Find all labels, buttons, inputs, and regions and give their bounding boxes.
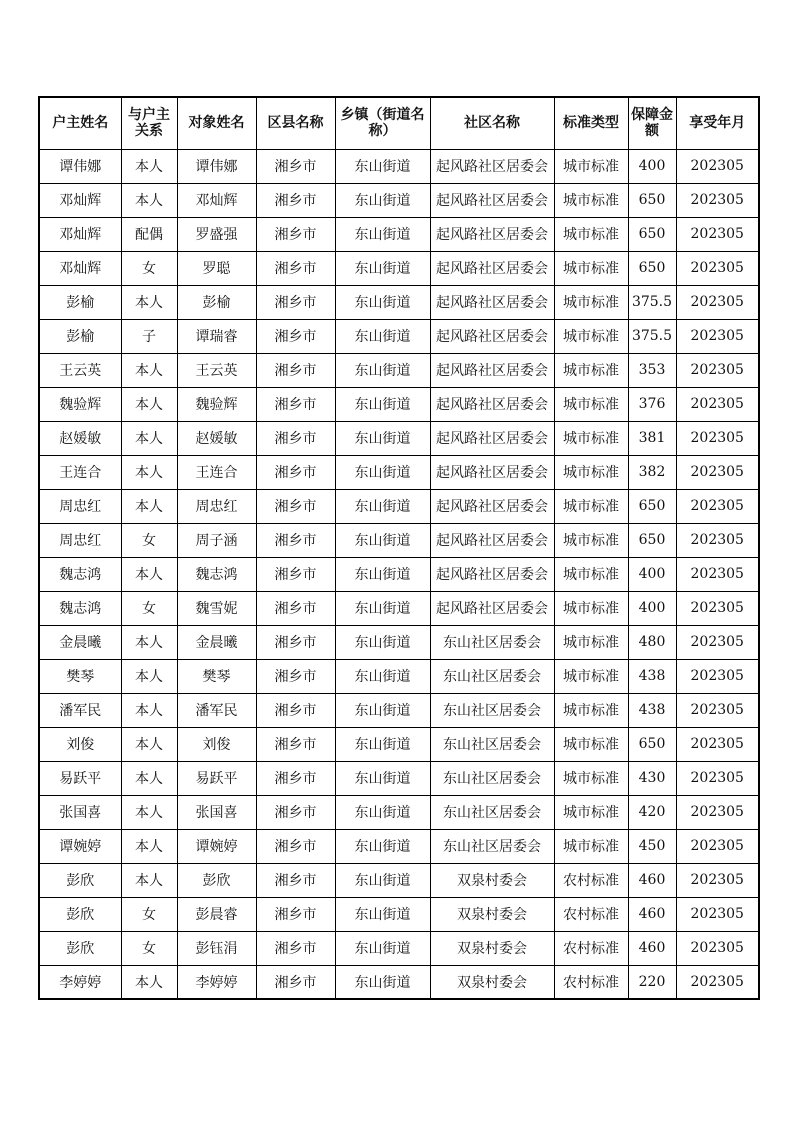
table-row <box>39 761 759 795</box>
standard-type-cell: 农村标准 <box>554 931 628 965</box>
standard-type-cell: 城市标准 <box>554 761 628 795</box>
table-row <box>39 591 759 625</box>
relation-cell: 本人 <box>121 625 177 659</box>
amount-cell: 382 <box>628 455 676 489</box>
community-cell: 东山社区居委会 <box>430 727 554 761</box>
relation-cell: 子 <box>121 319 177 353</box>
table-row <box>39 795 759 829</box>
township-cell: 东山街道 <box>335 319 430 353</box>
relation-cell: 本人 <box>121 455 177 489</box>
table-row <box>39 319 759 353</box>
relation-cell: 本人 <box>121 761 177 795</box>
month-cell: 202305 <box>676 489 759 523</box>
amount-cell: 650 <box>628 183 676 217</box>
header-township: 乡镇（街道名称） <box>335 97 430 149</box>
relation-cell: 本人 <box>121 659 177 693</box>
householder-name-cell: 谭婉婷 <box>39 829 121 863</box>
township-cell: 东山街道 <box>335 387 430 421</box>
table-row <box>39 149 759 183</box>
householder-name-cell: 周忠红 <box>39 489 121 523</box>
relation-cell: 女 <box>121 523 177 557</box>
month-cell: 202305 <box>676 217 759 251</box>
township-cell: 东山街道 <box>335 183 430 217</box>
township-cell: 东山街道 <box>335 149 430 183</box>
county-cell: 湘乡市 <box>256 217 335 251</box>
householder-name-cell: 金晨曦 <box>39 625 121 659</box>
header-standard-type: 标准类型 <box>554 97 628 149</box>
relation-cell: 本人 <box>121 387 177 421</box>
community-cell: 双泉村委会 <box>430 965 554 999</box>
table-row <box>39 523 759 557</box>
table-row <box>39 251 759 285</box>
amount-cell: 376 <box>628 387 676 421</box>
standard-type-cell: 城市标准 <box>554 285 628 319</box>
table-row <box>39 931 759 965</box>
community-cell: 起风路社区居委会 <box>430 353 554 387</box>
township-cell: 东山街道 <box>335 931 430 965</box>
community-cell: 起风路社区居委会 <box>430 387 554 421</box>
table-header-row <box>39 97 759 149</box>
amount-cell: 400 <box>628 149 676 183</box>
amount-cell: 375.5 <box>628 285 676 319</box>
community-cell: 东山社区居委会 <box>430 761 554 795</box>
recipient-name-cell: 彭钰涓 <box>177 931 256 965</box>
relation-cell: 本人 <box>121 863 177 897</box>
county-cell: 湘乡市 <box>256 183 335 217</box>
standard-type-cell: 城市标准 <box>554 319 628 353</box>
householder-name-cell: 樊琴 <box>39 659 121 693</box>
recipient-name-cell: 潘军民 <box>177 693 256 727</box>
table-row <box>39 183 759 217</box>
standard-type-cell: 城市标准 <box>554 251 628 285</box>
amount-cell: 460 <box>628 931 676 965</box>
county-cell: 湘乡市 <box>256 693 335 727</box>
householder-name-cell: 潘军民 <box>39 693 121 727</box>
county-cell: 湘乡市 <box>256 897 335 931</box>
relation-cell: 本人 <box>121 795 177 829</box>
recipient-name-cell: 刘俊 <box>177 727 256 761</box>
householder-name-cell: 彭欣 <box>39 931 121 965</box>
table-body <box>39 149 759 999</box>
community-cell: 东山社区居委会 <box>430 795 554 829</box>
county-cell: 湘乡市 <box>256 659 335 693</box>
table-row <box>39 965 759 999</box>
standard-type-cell: 城市标准 <box>554 727 628 761</box>
relation-cell: 本人 <box>121 421 177 455</box>
community-cell: 起风路社区居委会 <box>430 149 554 183</box>
amount-cell: 650 <box>628 217 676 251</box>
householder-name-cell: 邓灿辉 <box>39 217 121 251</box>
month-cell: 202305 <box>676 149 759 183</box>
community-cell: 起风路社区居委会 <box>430 319 554 353</box>
standard-type-cell: 城市标准 <box>554 523 628 557</box>
township-cell: 东山街道 <box>335 421 430 455</box>
standard-type-cell: 城市标准 <box>554 659 628 693</box>
relation-cell: 女 <box>121 931 177 965</box>
county-cell: 湘乡市 <box>256 285 335 319</box>
community-cell: 东山社区居委会 <box>430 659 554 693</box>
recipient-name-cell: 易跃平 <box>177 761 256 795</box>
community-cell: 双泉村委会 <box>430 863 554 897</box>
amount-cell: 400 <box>628 591 676 625</box>
householder-name-cell: 周忠红 <box>39 523 121 557</box>
amount-cell: 381 <box>628 421 676 455</box>
township-cell: 东山街道 <box>335 591 430 625</box>
householder-name-cell: 彭榆 <box>39 285 121 319</box>
householder-name-cell: 王连合 <box>39 455 121 489</box>
relation-cell: 女 <box>121 251 177 285</box>
community-cell: 东山社区居委会 <box>430 625 554 659</box>
county-cell: 湘乡市 <box>256 761 335 795</box>
householder-name-cell: 魏志鸿 <box>39 557 121 591</box>
householder-name-cell: 邓灿辉 <box>39 251 121 285</box>
county-cell: 湘乡市 <box>256 965 335 999</box>
community-cell: 起风路社区居委会 <box>430 421 554 455</box>
table-row <box>39 727 759 761</box>
month-cell: 202305 <box>676 727 759 761</box>
township-cell: 东山街道 <box>335 489 430 523</box>
amount-cell: 650 <box>628 523 676 557</box>
amount-cell: 650 <box>628 251 676 285</box>
county-cell: 湘乡市 <box>256 421 335 455</box>
standard-type-cell: 城市标准 <box>554 829 628 863</box>
township-cell: 东山街道 <box>335 795 430 829</box>
month-cell: 202305 <box>676 421 759 455</box>
relation-cell: 本人 <box>121 557 177 591</box>
community-cell: 起风路社区居委会 <box>430 251 554 285</box>
county-cell: 湘乡市 <box>256 149 335 183</box>
householder-name-cell: 赵媛敏 <box>39 421 121 455</box>
header-community: 社区名称 <box>430 97 554 149</box>
table-row <box>39 421 759 455</box>
recipient-name-cell: 罗聪 <box>177 251 256 285</box>
relation-cell: 本人 <box>121 693 177 727</box>
recipient-name-cell: 魏验辉 <box>177 387 256 421</box>
amount-cell: 450 <box>628 829 676 863</box>
community-cell: 起风路社区居委会 <box>430 557 554 591</box>
community-cell: 起风路社区居委会 <box>430 591 554 625</box>
standard-type-cell: 城市标准 <box>554 149 628 183</box>
township-cell: 东山街道 <box>335 217 430 251</box>
township-cell: 东山街道 <box>335 761 430 795</box>
table-row <box>39 863 759 897</box>
community-cell: 起风路社区居委会 <box>430 183 554 217</box>
amount-cell: 430 <box>628 761 676 795</box>
amount-cell: 460 <box>628 863 676 897</box>
county-cell: 湘乡市 <box>256 557 335 591</box>
amount-cell: 650 <box>628 727 676 761</box>
relation-cell: 本人 <box>121 965 177 999</box>
month-cell: 202305 <box>676 965 759 999</box>
householder-name-cell: 彭榆 <box>39 319 121 353</box>
standard-type-cell: 城市标准 <box>554 353 628 387</box>
amount-cell: 650 <box>628 489 676 523</box>
month-cell: 202305 <box>676 387 759 421</box>
month-cell: 202305 <box>676 829 759 863</box>
recipient-name-cell: 谭伟娜 <box>177 149 256 183</box>
month-cell: 202305 <box>676 693 759 727</box>
standard-type-cell: 农村标准 <box>554 965 628 999</box>
header-relation: 与户主关系 <box>121 97 177 149</box>
table-row <box>39 659 759 693</box>
community-cell: 起风路社区居委会 <box>430 217 554 251</box>
table-row <box>39 387 759 421</box>
standard-type-cell: 城市标准 <box>554 557 628 591</box>
relation-cell: 本人 <box>121 149 177 183</box>
township-cell: 东山街道 <box>335 693 430 727</box>
householder-name-cell: 王云英 <box>39 353 121 387</box>
township-cell: 东山街道 <box>335 353 430 387</box>
table-row <box>39 625 759 659</box>
township-cell: 东山街道 <box>335 523 430 557</box>
householder-name-cell: 谭伟娜 <box>39 149 121 183</box>
community-cell: 双泉村委会 <box>430 897 554 931</box>
township-cell: 东山街道 <box>335 557 430 591</box>
standard-type-cell: 城市标准 <box>554 625 628 659</box>
community-cell: 起风路社区居委会 <box>430 523 554 557</box>
month-cell: 202305 <box>676 251 759 285</box>
standard-type-cell: 城市标准 <box>554 387 628 421</box>
householder-name-cell: 易跃平 <box>39 761 121 795</box>
relation-cell: 本人 <box>121 727 177 761</box>
recipient-name-cell: 邓灿辉 <box>177 183 256 217</box>
relation-cell: 本人 <box>121 183 177 217</box>
standard-type-cell: 农村标准 <box>554 863 628 897</box>
month-cell: 202305 <box>676 523 759 557</box>
recipient-name-cell: 金晨曦 <box>177 625 256 659</box>
standard-type-cell: 农村标准 <box>554 897 628 931</box>
amount-cell: 438 <box>628 659 676 693</box>
relation-cell: 本人 <box>121 285 177 319</box>
table-row <box>39 285 759 319</box>
month-cell: 202305 <box>676 183 759 217</box>
recipient-name-cell: 王连合 <box>177 455 256 489</box>
amount-cell: 420 <box>628 795 676 829</box>
community-cell: 起风路社区居委会 <box>430 489 554 523</box>
householder-name-cell: 魏验辉 <box>39 387 121 421</box>
township-cell: 东山街道 <box>335 659 430 693</box>
table-row <box>39 455 759 489</box>
month-cell: 202305 <box>676 319 759 353</box>
recipient-name-cell: 魏志鸿 <box>177 557 256 591</box>
table-row <box>39 897 759 931</box>
community-cell: 东山社区居委会 <box>430 693 554 727</box>
table-row <box>39 557 759 591</box>
county-cell: 湘乡市 <box>256 863 335 897</box>
standard-type-cell: 城市标准 <box>554 591 628 625</box>
community-cell: 东山社区居委会 <box>430 829 554 863</box>
township-cell: 东山街道 <box>335 285 430 319</box>
month-cell: 202305 <box>676 285 759 319</box>
amount-cell: 480 <box>628 625 676 659</box>
recipient-name-cell: 魏雪妮 <box>177 591 256 625</box>
standard-type-cell: 城市标准 <box>554 421 628 455</box>
subsidy-roster-table <box>38 96 760 1000</box>
recipient-name-cell: 周忠红 <box>177 489 256 523</box>
township-cell: 东山街道 <box>335 251 430 285</box>
month-cell: 202305 <box>676 455 759 489</box>
relation-cell: 女 <box>121 897 177 931</box>
county-cell: 湘乡市 <box>256 625 335 659</box>
recipient-name-cell: 周子涵 <box>177 523 256 557</box>
standard-type-cell: 城市标准 <box>554 489 628 523</box>
township-cell: 东山街道 <box>335 455 430 489</box>
header-month: 享受年月 <box>676 97 759 149</box>
county-cell: 湘乡市 <box>256 931 335 965</box>
recipient-name-cell: 李婷婷 <box>177 965 256 999</box>
recipient-name-cell: 彭榆 <box>177 285 256 319</box>
header-amount: 保障金额 <box>628 97 676 149</box>
recipient-name-cell: 王云英 <box>177 353 256 387</box>
amount-cell: 375.5 <box>628 319 676 353</box>
amount-cell: 438 <box>628 693 676 727</box>
township-cell: 东山街道 <box>335 727 430 761</box>
header-county: 区县名称 <box>256 97 335 149</box>
recipient-name-cell: 罗盛强 <box>177 217 256 251</box>
township-cell: 东山街道 <box>335 897 430 931</box>
month-cell: 202305 <box>676 897 759 931</box>
amount-cell: 353 <box>628 353 676 387</box>
standard-type-cell: 城市标准 <box>554 217 628 251</box>
standard-type-cell: 城市标准 <box>554 795 628 829</box>
community-cell: 起风路社区居委会 <box>430 455 554 489</box>
county-cell: 湘乡市 <box>256 523 335 557</box>
month-cell: 202305 <box>676 931 759 965</box>
township-cell: 东山街道 <box>335 829 430 863</box>
table-row <box>39 693 759 727</box>
recipient-name-cell: 谭瑞睿 <box>177 319 256 353</box>
month-cell: 202305 <box>676 625 759 659</box>
table-row <box>39 829 759 863</box>
county-cell: 湘乡市 <box>256 319 335 353</box>
month-cell: 202305 <box>676 353 759 387</box>
relation-cell: 女 <box>121 591 177 625</box>
table-row <box>39 489 759 523</box>
table-row <box>39 217 759 251</box>
county-cell: 湘乡市 <box>256 353 335 387</box>
amount-cell: 460 <box>628 897 676 931</box>
community-cell: 双泉村委会 <box>430 931 554 965</box>
month-cell: 202305 <box>676 557 759 591</box>
month-cell: 202305 <box>676 863 759 897</box>
recipient-name-cell: 樊琴 <box>177 659 256 693</box>
month-cell: 202305 <box>676 795 759 829</box>
recipient-name-cell: 赵媛敏 <box>177 421 256 455</box>
township-cell: 东山街道 <box>335 965 430 999</box>
householder-name-cell: 彭欣 <box>39 863 121 897</box>
table-row <box>39 353 759 387</box>
recipient-name-cell: 谭婉婷 <box>177 829 256 863</box>
standard-type-cell: 城市标准 <box>554 693 628 727</box>
standard-type-cell: 城市标准 <box>554 455 628 489</box>
county-cell: 湘乡市 <box>256 387 335 421</box>
amount-cell: 400 <box>628 557 676 591</box>
householder-name-cell: 刘俊 <box>39 727 121 761</box>
householder-name-cell: 彭欣 <box>39 897 121 931</box>
recipient-name-cell: 张国喜 <box>177 795 256 829</box>
township-cell: 东山街道 <box>335 863 430 897</box>
standard-type-cell: 城市标准 <box>554 183 628 217</box>
relation-cell: 本人 <box>121 489 177 523</box>
county-cell: 湘乡市 <box>256 455 335 489</box>
county-cell: 湘乡市 <box>256 591 335 625</box>
householder-name-cell: 李婷婷 <box>39 965 121 999</box>
township-cell: 东山街道 <box>335 625 430 659</box>
county-cell: 湘乡市 <box>256 727 335 761</box>
householder-name-cell: 邓灿辉 <box>39 183 121 217</box>
county-cell: 湘乡市 <box>256 795 335 829</box>
recipient-name-cell: 彭晨睿 <box>177 897 256 931</box>
county-cell: 湘乡市 <box>256 489 335 523</box>
householder-name-cell: 魏志鸿 <box>39 591 121 625</box>
householder-name-cell: 张国喜 <box>39 795 121 829</box>
relation-cell: 本人 <box>121 353 177 387</box>
month-cell: 202305 <box>676 761 759 795</box>
recipient-name-cell: 彭欣 <box>177 863 256 897</box>
amount-cell: 220 <box>628 965 676 999</box>
community-cell: 起风路社区居委会 <box>430 285 554 319</box>
county-cell: 湘乡市 <box>256 829 335 863</box>
month-cell: 202305 <box>676 591 759 625</box>
header-householder-name: 户主姓名 <box>39 97 121 149</box>
header-recipient-name: 对象姓名 <box>177 97 256 149</box>
relation-cell: 配偶 <box>121 217 177 251</box>
county-cell: 湘乡市 <box>256 251 335 285</box>
month-cell: 202305 <box>676 659 759 693</box>
relation-cell: 本人 <box>121 829 177 863</box>
